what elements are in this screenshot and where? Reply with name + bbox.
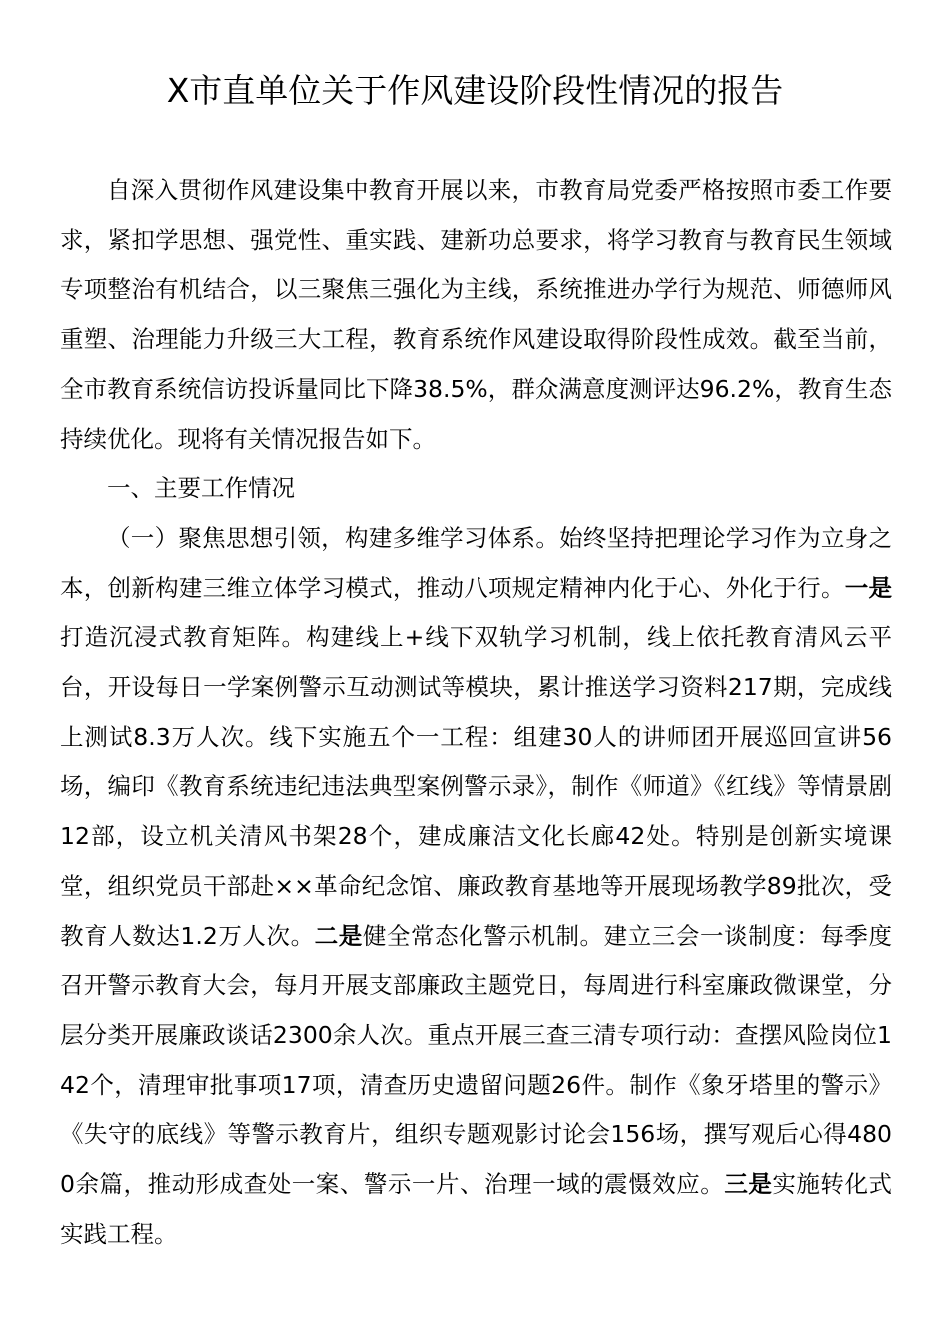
- section-heading-main-work: 一、主要工作情况: [107, 474, 295, 503]
- document-body: [60, 166, 892, 1259]
- intro-paragraph: 自深入贯彻作风建设集中教育开展以来，市教育局党委严格按照市委工作要求，紧扣学思想、强党性、重实践、建新功总要求，将学习教育与教育民生领域专项整治有机结合，以三聚焦三强化为主线，系统推进办学行为规范、师德师风重塑、治理能力升级三大工程，教育系统作风建设取得阶段性成效。截至当前，全市教育系统信访投诉量同比下降38.5%，群众满意度测评达96.2%，教育生态持续优化。现将有关情况报告如下。: [60, 176, 892, 453]
- point-marker-first: 一是: [844, 573, 893, 602]
- point-text-first: 打造沉浸式教育矩阵。构建线上+线下双轨学习机制，线上依托教育清风云平台，开设每日一学案例警示互动测试等模块，累计推送学习资料217期，完成线上测试8.3万人次。线下实施五个一工程：组建30人的讲师团开展巡回宣讲56场，编印《教育系统违纪违法典型案例警示录》，制作《师道》《红线》等情景剧12部，设立机关清风书架28个，建成廉洁文化长廊42处。特别是创新实境课堂，组织党员干部赴××革命纪念馆、廉政教育基地等开展现场教学89批次，受教育人数达1.2万人次。: [60, 623, 892, 950]
- section-1-paragraph: [60, 514, 892, 1260]
- point-marker-third: 三是: [724, 1170, 773, 1199]
- document-title: X市直单位关于作风建设阶段性情况的报告: [166, 71, 784, 110]
- section-1-lead: （一）聚焦思想引领，构建多维学习体系。始终坚持把理论学习作为立身之本，创新构建三维立体学习模式，推动八项规定精神内化于心、外化于行。: [60, 523, 892, 602]
- point-text-third: 实施转化式实践工程。: [60, 1170, 892, 1248]
- point-text-second: 健全常态化警示机制。建立三会一谈制度：每季度召开警示教育大会，每月开展支部廉政主题党日，每周进行科室廉政微课堂，分层分类开展廉政谈话2300余人次。重点开展三查三清专项行动：查摆风险岗位142个，清理审批事项17项，清查历史遗留问题26件。制作《象牙塔里的警示》《失守的底线》等警示教育片，组织专题观影讨论会156场，撰写观后心得4800余篇，推动形成查处一案、警示一片、治理一域的震慑效应。: [60, 921, 893, 1199]
- point-marker-second: 二是: [314, 921, 363, 950]
